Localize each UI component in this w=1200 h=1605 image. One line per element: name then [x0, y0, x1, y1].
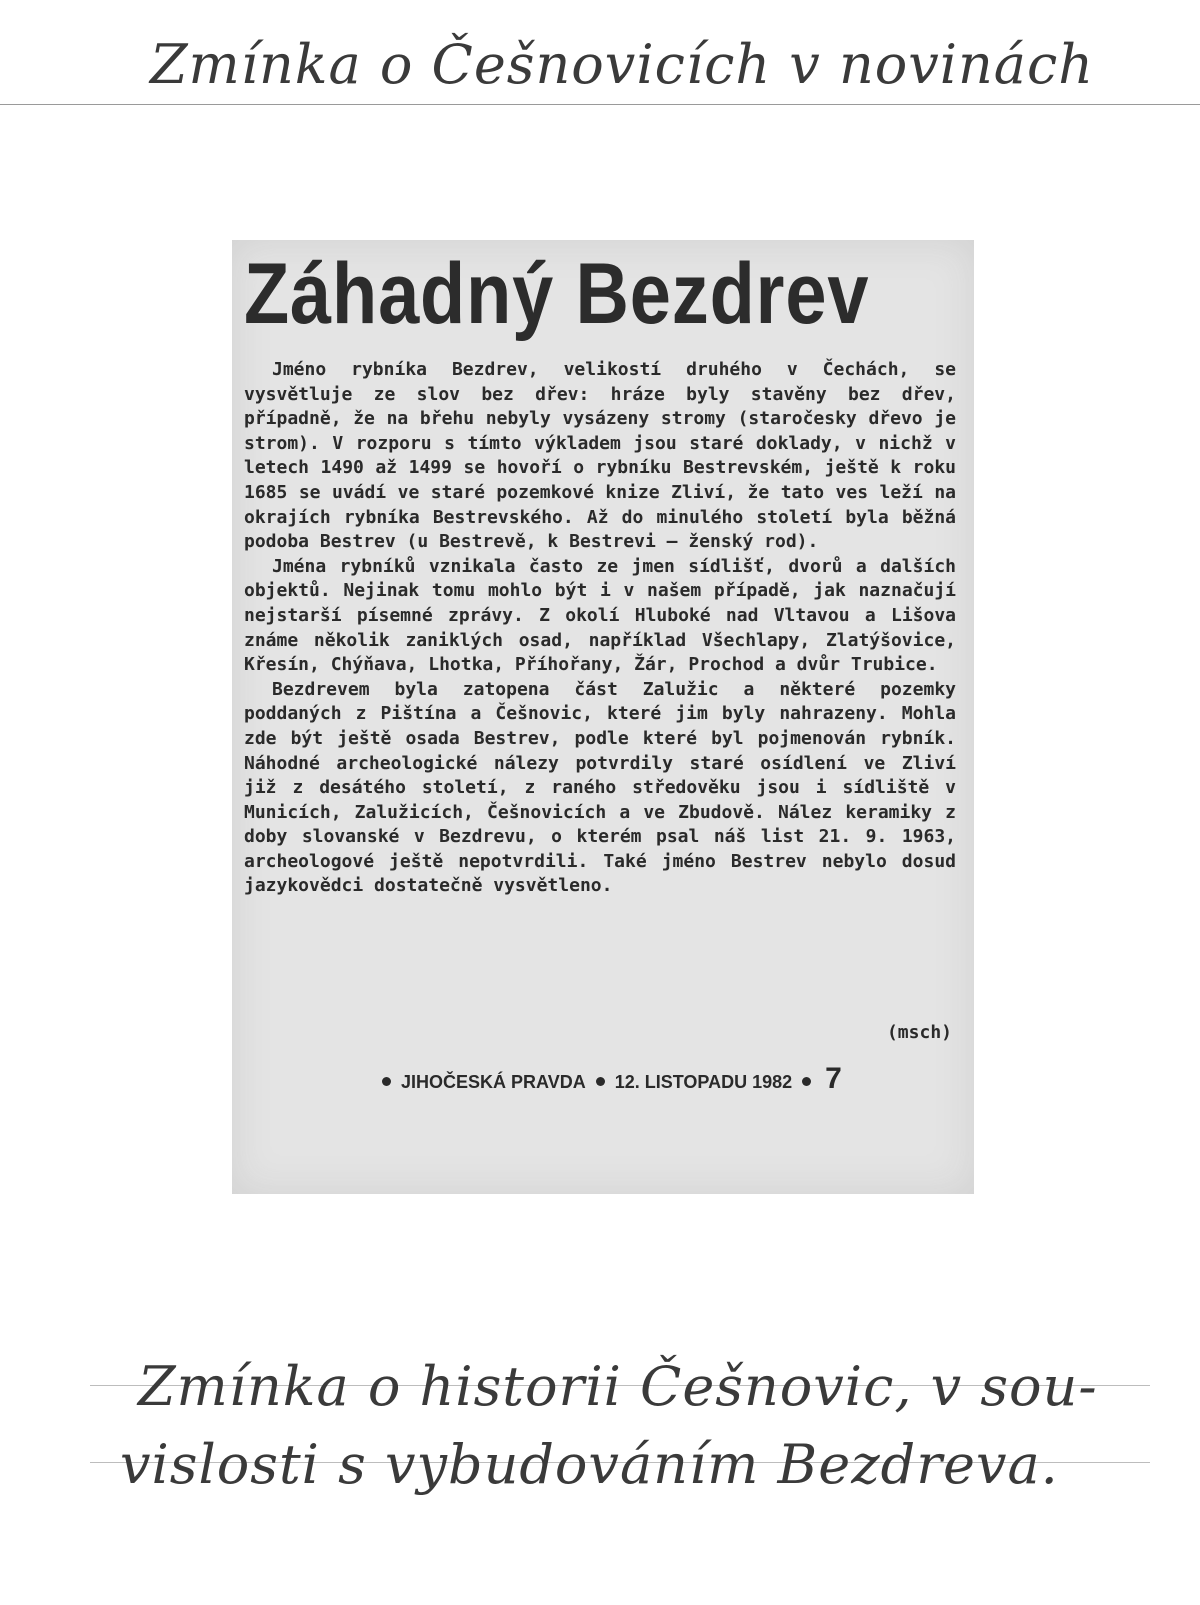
page-number: 7: [825, 1062, 842, 1095]
caption-line: vislosti s vybudováním Bezdreva.: [120, 1433, 1059, 1496]
article-paragraph: Jméno rybníka Bezdrev, velikostí druhého v Čechách, se vysvětluje ze slov bez dřev: hráze byly stavěny bez dřev, případně, že na břehu nebyly vysázeny stromy (staročesky dřevo je strom). V rozporu s tímto výkladem jsou staré doklady, v nichž v letech 1490 až 1499 se hovoří o rybníku Bestrevském, ještě k roku 1685 se uvádí ve staré pozemkové knize Zliví, že tato ves leží na okrajích rybníka Bestrevského. Až do minulého století byla běžná podoba Bestrev (u Bestrevě, k Bestrevi — ženský rod).: [244, 359, 956, 553]
newspaper-name: JIHOČESKÁ PRAVDA: [401, 1072, 586, 1092]
article-paragraph: Bezdrevem byla zatopena část Zalužic a některé pozemky poddaných z Pištína a Češnovic, které jim byly nahrazeny. Mohla zde být ještě osada Bestrev, podle které byl pojmenován rybník. Náhodné archeologické nálezy potvrdily staré osídlení ve Zliví již z desátého století, z raného středověku jsou i sídliště v Municích, Zalužicích, Češnovicích a ve Zbudově. Nález keramiky z doby slovanské v Bezdrevu, o kterém psal náš list 21. 9. 1963, archeologové ještě nepotvrdili. Také jméno Bestrev nebylo dosud jazykovědci dostatečně vysvětleno.: [244, 678, 956, 897]
ruled-line: [0, 104, 1200, 105]
article-body: [244, 358, 956, 899]
bullet-icon: [802, 1077, 811, 1086]
publication-date: 12. LISTOPADU 1982: [614, 1072, 793, 1092]
article-paragraph: Jména rybníků vznikala často ze jmen sídlišť, dvorů a dalších objektů. Nejinak tomu mohlo být i v našem případě, jak naznačují nejstarší písemné zprávy. Z okolí Hluboké nad Vltavou a Lišova známe několik zaniklých osad, například Všechlapy, Zlatýšovice, Křesín, Chýňava, Lhotka, Příhořany, Žár, Prochod a dvůr Trubice.: [244, 555, 956, 676]
article-author-signature: (msch): [886, 1022, 952, 1043]
caption-line: Zmínka o historii Češnovic, v sou-: [138, 1355, 1098, 1418]
handwritten-caption: [120, 1348, 1120, 1504]
bullet-icon: [596, 1077, 605, 1086]
newspaper-footer: [372, 1062, 842, 1096]
page-heading-handwritten: Zmínka o Češnovicích v novinách: [150, 33, 1095, 96]
newspaper-clipping: [232, 240, 974, 1194]
bullet-icon: [382, 1077, 391, 1086]
article-title: Záhadný Bezdrev: [244, 246, 870, 342]
